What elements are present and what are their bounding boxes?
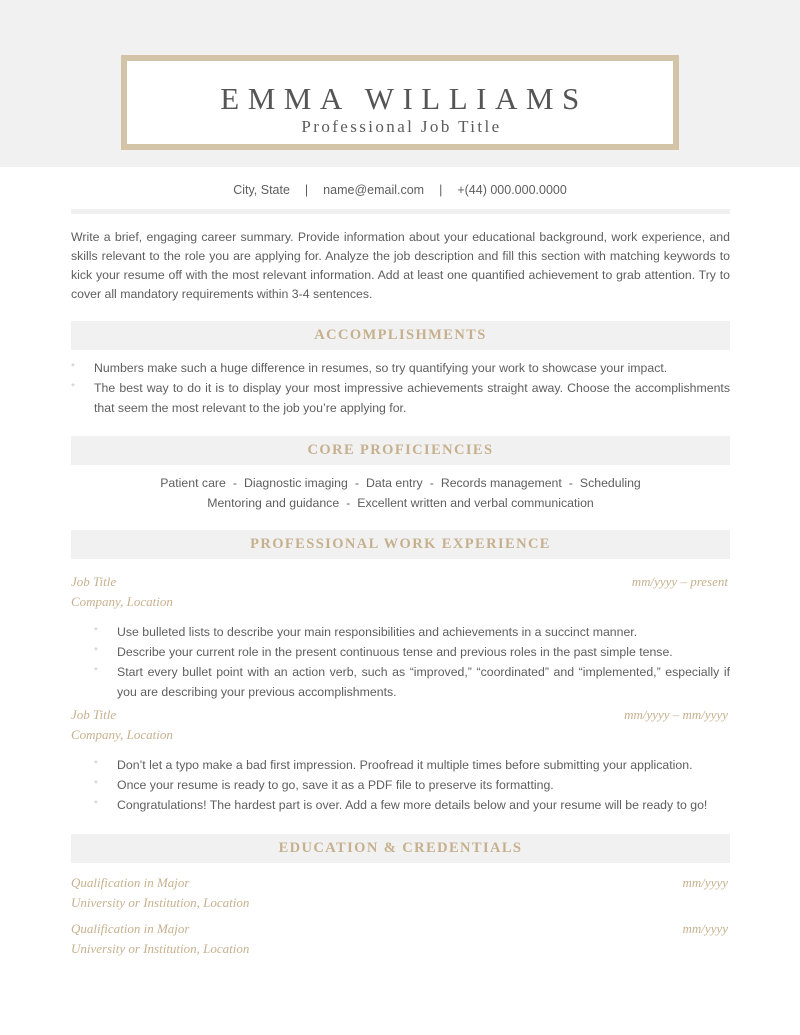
- skill-separator: -: [232, 476, 237, 490]
- contact-separator: |: [439, 183, 443, 197]
- list-item: [71, 378, 730, 418]
- education-qualification: Qualification in Major: [71, 875, 190, 890]
- list-item: [94, 622, 730, 642]
- bullet-icon: *: [94, 779, 98, 790]
- list-item: [94, 642, 730, 662]
- skill-separator: -: [568, 476, 573, 490]
- contact-location: City, State: [233, 183, 290, 197]
- list-item: [71, 358, 730, 378]
- experience-dates: mm/yyyy – present: [631, 574, 728, 589]
- education-qualification: Qualification in Major: [71, 921, 190, 936]
- skill-item: Records management: [440, 476, 562, 490]
- bullet-text: Don’t let a typo make a bad first impression. Proofread it multiple times before submitting your application.: [117, 758, 693, 772]
- list-item: [94, 755, 730, 775]
- skill-item: Patient care: [160, 476, 226, 490]
- experience-bullets: [94, 755, 730, 815]
- job-title: Professional Job Title: [301, 117, 502, 136]
- contact-email[interactable]: name@email.com: [323, 183, 425, 197]
- experience-company: Company, Location: [71, 727, 173, 742]
- accomplishments-list: [71, 358, 730, 418]
- proficiencies-row: [71, 473, 730, 493]
- list-item: [94, 775, 730, 795]
- education-date: mm/yyyy: [682, 875, 728, 890]
- experience-company-row: [71, 592, 730, 612]
- skill-separator: -: [429, 476, 434, 490]
- bullet-text: The best way to do it is to display your most impressive achievements straight away. Choose the accomplishments that seem the most relevant to the job you’re applying for.: [94, 381, 730, 415]
- education-date: mm/yyyy: [682, 921, 728, 936]
- bullet-text: Describe your current role in the present continuous tense and previous roles in the past simple tense.: [117, 645, 673, 659]
- education-institution: University or Institution, Location: [71, 941, 250, 956]
- skill-separator: -: [346, 496, 351, 510]
- education-header: [71, 919, 730, 939]
- bullet-icon: *: [94, 799, 98, 810]
- experience-header: [71, 705, 730, 725]
- section-heading-accomplishments: ACCOMPLISHMENTS: [71, 321, 730, 350]
- skill-item: Mentoring and guidance: [207, 496, 340, 510]
- education-institution-row: [71, 893, 730, 913]
- list-item: [94, 662, 730, 702]
- experience-company: Company, Location: [71, 594, 173, 609]
- skill-separator: -: [354, 476, 359, 490]
- section-heading-proficiencies: CORE PROFICIENCIES: [71, 436, 730, 465]
- bullet-text: Congratulations! The hardest part is over. Add a few more details below and your resume will be ready to go!: [117, 798, 708, 812]
- header-divider: [71, 209, 730, 214]
- bullet-icon: *: [71, 362, 75, 373]
- bullet-text: Once your resume is ready to go, save it as a PDF file to preserve its formatting.: [117, 778, 554, 792]
- bullet-text: Use bulleted lists to describe your main responsibilities and achievements in a succinct manner.: [117, 625, 638, 639]
- education-institution-row: [71, 939, 730, 959]
- bullet-icon: *: [94, 666, 98, 677]
- bullet-text: Start every bullet point with an action verb, such as “improved,” “coordinated” and “implemented,” especially if you are describing your previous accomplishments.: [117, 665, 730, 699]
- contact-line: [0, 181, 800, 199]
- education-institution: University or Institution, Location: [71, 895, 250, 910]
- bullet-icon: *: [71, 382, 75, 393]
- name-frame: [121, 55, 679, 150]
- experience-bullets: [94, 622, 730, 702]
- candidate-name: EMMA WILLIAMS: [220, 81, 588, 116]
- bullet-icon: *: [94, 646, 98, 657]
- bullet-icon: *: [94, 759, 98, 770]
- section-heading-experience: PROFESSIONAL WORK EXPERIENCE: [71, 530, 730, 559]
- skill-item: Excellent written and verbal communication: [357, 496, 594, 510]
- experience-dates: mm/yyyy – mm/yyyy: [624, 707, 728, 722]
- skill-item: Data entry: [365, 476, 423, 490]
- bullet-icon: *: [94, 626, 98, 637]
- bullet-text: Numbers make such a huge difference in resumes, so try quantifying your work to showcase your impact.: [94, 361, 668, 375]
- contact-phone[interactable]: +(44) 000.000.0000: [457, 183, 567, 197]
- skill-item: Scheduling: [579, 476, 641, 490]
- proficiencies-row: [71, 493, 730, 513]
- experience-header: [71, 572, 730, 592]
- section-heading-education: EDUCATION & CREDENTIALS: [71, 834, 730, 863]
- proficiencies-list: [71, 473, 730, 513]
- education-header: [71, 873, 730, 893]
- experience-company-row: [71, 725, 730, 745]
- experience-job-title: Job Title: [71, 707, 117, 722]
- career-summary: Write a brief, engaging career summary. Provide information about your educational background, work experience, and skills relevant to the role you are applying for. Analyze the job description and fill this section with matching keywords to kick your resume off with the most relevant information. Add at least one quantified achievement to grab attention. Try to cover all mandatory requirements within 3-4 sentences.: [71, 230, 730, 301]
- list-item: [94, 795, 730, 815]
- experience-job-title: Job Title: [71, 574, 117, 589]
- contact-separator: |: [304, 183, 309, 197]
- skill-item: Diagnostic imaging: [243, 476, 348, 490]
